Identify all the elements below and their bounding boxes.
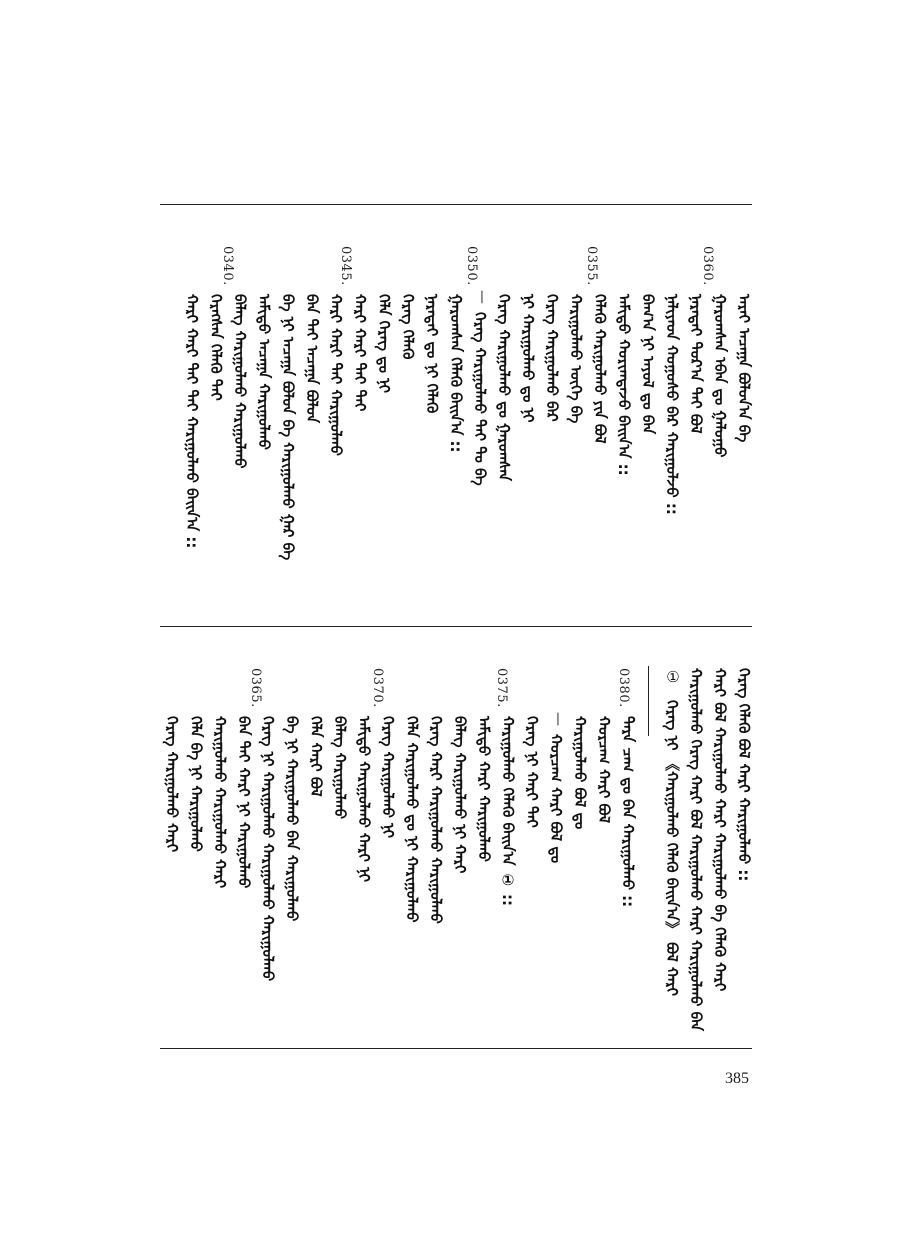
text-line: ᠬᠡᠷᠡᠭ ᠬᠠᠷᠢᠭᠤᠯᠬᠤ ᠲᠠᠢ ᠲᠤ ᠪᠡ (471, 312, 489, 486)
text-line: ᠬᠡᠷᠡᠭ ᠬᠡᠯᠡᠬᠦ (399, 294, 417, 360)
text-line: ᠬᠡᠷᠡᠭ ᠨᠢ ᠬᠠᠷᠢ ᠲᠠᠢ (523, 716, 541, 828)
text-line: ᠨᠡᠷᠡᠲᠡᠢ ᠳᠤᠷ᠎ᠠ ᠲᠠᠢ ᠪᠣᠯ (687, 294, 705, 434)
text-line: ᠬᠡᠷᠡᠭ ᠬᠠᠷᠢᠭᠤᠯᠬᠤ ᠪᠡᠷ (543, 294, 561, 422)
text-line: ᠭᠠᠷᠤᠭᠰᠠᠨ ᠬᠡᠯᠡᠬᠦ ᠪᠠᠢᠨ᠎ᠠ :: (447, 294, 465, 453)
em-dash: — (550, 712, 566, 726)
line-number: 0345. (338, 246, 353, 286)
text-line: ᠬᠤᠷᠴᠠᠭ ᠬᠠᠷᠢ ᠪᠣᠯ (595, 716, 613, 824)
line-number: 0380. (616, 668, 631, 708)
text-line: ᠪᠡ ᠨᠢ ᠠᠴᠠᠭᠠ ᠪᠣᠯᠤᠨ ᠪᠠ ᠬᠠᠷᠢᠭᠤᠯᠬᠤ ᠭᠠᠷ ᠪᠠ (279, 294, 297, 561)
text-line: ᠬᠠᠷᠢ ᠬᠠᠷᠢ ᠲᠠᠢ ᠲᠠᠢ (351, 294, 369, 412)
line-number: 0355. (584, 246, 599, 286)
text-line: ᠪᠡᠯᠡᠭ ᠬᠠᠷᠢᠭᠤᠯᠬᠤ ᠬᠠᠷᠢᠭᠤᠯᠬᠤ (231, 294, 249, 469)
text-line: ᠠᠮᠢᠳᠤ ᠬᠠᠷᠢᠭᠤᠯᠬᠤ ᠬᠠᠷᠢ ᠨᠢ (355, 716, 373, 883)
top-rule (160, 204, 752, 205)
text-line: ᠭᠠᠷᠤᠭᠰᠠᠨ ᠡᠪᠡᠨ ᠳᠤ ᠭᠠᠯᠤᠭᠤ (711, 294, 729, 458)
text-line: ᠬᠡᠯᠡ ᠬᠠᠷᠢ ᠪᠣᠯ (307, 716, 325, 797)
text-line: ᠬᠠᠷᠢ ᠬᠠᠷᠢ ᠲᠠᠢ ᠲᠠᠢ ᠬᠠᠷᠢᠭᠤᠯᠬᠤ ᠪᠠᠢᠨ᠎ᠠ :: (183, 294, 201, 549)
text-line: ᠬᠤᠷᠴᠠᠭ ᠬᠠᠷᠢ ᠪᠣᠯ ᠳᠤ (547, 734, 565, 864)
text-line: ᠬᠡᠷᠡᠭ ᠨᠢ ᠬᠠᠷᠢᠭᠤᠯᠬᠤ ᠬᠠᠷᠢᠭᠤᠯᠬᠤ ᠬᠠᠷᠢᠭᠤᠯᠬᠤ (259, 716, 277, 982)
line-number: 0360. (700, 246, 715, 286)
text-line: ᠬᠠᠷᠢᠭᠤᠯᠬᠤ ᠬᠠᠷᠢᠭᠤᠯᠬᠤ ᠬᠠᠷᠢ (211, 716, 229, 889)
text-line: ᠬᠡᠯᠡ ᠪᠠ ᠨᠢ ᠬᠠᠷᠢᠭᠤᠯᠬᠤ (187, 716, 205, 852)
line-number: 0340. (220, 246, 235, 286)
text-line: ᠬᠡᠯᠡᠬᠦ ᠬᠠᠷᠢᠭᠤᠯᠬᠤ ᠶᠢᠨ ᠪᠣᠯ (591, 294, 609, 444)
footnote-line: ᠬᠠᠷᠢ ᠪᠣᠯ ᠬᠠᠷᠢᠭᠤᠯᠬᠤ ᠬᠠᠷᠢ ᠬᠠᠷᠢᠭᠤᠯᠬᠤ ᠪᠠ ᠬᠡᠯᠡᠬᠦ ᠬᠠᠷᠢ (711, 668, 729, 992)
line-number: 0365. (248, 668, 263, 708)
text-line: ᠬᠡᠷᠡᠭᠰᠡᠨ ᠬᠡᠯᠡᠬᠦ ᠲᠠᠢ (207, 294, 225, 401)
text-line: ᠬᠡᠯᠡ ᠬᠠᠷᠢᠭᠤᠯᠬᠤ ᠳᠤ ᠨᠢ ᠬᠠᠷᠢᠭᠤᠯᠬᠤ (403, 716, 421, 923)
text-line: ᠪᠠᠨ ᠲᠠᠢ ᠠᠴᠠᠭᠠ ᠪᠣᠯᠤᠨ (303, 294, 321, 424)
text-line: ᠬᠡᠯᠡ ᠬᠡᠷᠡᠭ ᠳᠤ ᠨᠢ (375, 294, 393, 394)
bottom-rule (160, 1048, 752, 1049)
text-line: ᠪᠠᠨ ᠲᠠᠢ ᠬᠠᠷᠢ ᠨᠢ ᠬᠠᠷᠢᠭᠤᠯᠬᠤ (235, 716, 253, 889)
text-line: ᠪᠠᠭ᠎ᠠ ᠨᠢ ᠠᠶᠤᠯ ᠳᠤ ᠪᠠᠨ (639, 294, 657, 435)
em-dash: — (474, 290, 490, 304)
line-number: 0375. (494, 668, 509, 708)
text-line: ᠪᠡᠯᠡᠭ ᠬᠠᠷᠢᠭᠤᠯᠬᠤ (331, 716, 349, 820)
text-line: ᠠᠷᠠᠶ ᠠᠴᠠᠭᠠ ᠪᠣᠯᠤᠨ᠎ᠠ ᠪᠡ (735, 294, 753, 443)
text-line: ᠪᠡ ᠨᠢ ᠬᠠᠷᠢᠭᠤᠯᠬᠤ ᠪᠠᠨ ᠬᠠᠷᠢᠭᠤᠯᠬᠤ (283, 716, 301, 922)
footnote-line: ᠬᠡᠷᠡᠭ ᠬᠡᠯᠡᠬᠦ ᠪᠣᠯ ᠬᠠᠷᠢ ᠬᠠᠷᠢᠭᠤᠯᠬᠤ :: (735, 668, 753, 882)
text-line: ᠬᠠᠷᠢᠭᠤᠯᠬᠤ ᠦᠭᠡ ᠪᠡ (567, 294, 585, 424)
text-line: ᠠᠮᠢᠳᠤ ᠠᠴᠠᠭᠠ ᠬᠠᠷᠢᠭᠤᠯᠬᠤ (255, 294, 273, 450)
footnote-line: ᠬᠠᠷᠢᠭᠤᠯᠬᠤ ᠬᠡᠷᠡᠭ ᠬᠠᠷᠢ ᠪᠣᠯ ᠬᠠᠷᠢᠭᠤᠯᠬᠤ ᠬᠠᠷᠢ ᠬᠠᠷᠢᠭᠤᠯᠬᠤ ᠪᠠᠨ (687, 668, 705, 1032)
text-line: ᠲᠡᠷᠡ ᠴᠠᠭ ᠳᠤ ᠪᠠᠨ ᠬᠠᠷᠢᠭᠤᠯᠬᠤ :: (619, 716, 637, 908)
text-line: ᠬᠠᠷᠢᠭᠤᠯᠬᠤ ᠬᠡᠯᠡᠬᠦ ᠪᠠᠢᠨ᠎ᠠ ① :: (499, 716, 517, 907)
text-line: ᠬᠠᠷᠢ ᠬᠠᠷᠢ ᠲᠠᠢ ᠬᠠᠷᠢᠭᠤᠯᠬᠤ (327, 294, 345, 456)
page-number: 385 (725, 1070, 749, 1087)
text-line: ᠨᠢ ᠬᠠᠷᠢᠭᠤᠯᠬᠤ ᠳᠤ ᠨᠢ (519, 294, 537, 423)
footnote-separator (648, 666, 649, 736)
text-line: ᠬᠡᠷᠡᠭ ᠬᠠᠷᠢᠭᠤᠯᠬᠤ ᠳᠤ ᠭᠠᠷᠤᠭᠰᠠᠨ (495, 294, 513, 482)
text-line: ᠨᠡᠷᠡᠲᠡᠢ ᠳᠤ ᠨᠢ ᠬᠡᠯᠡᠬᠦ (423, 294, 441, 414)
line-number: 0370. (370, 668, 385, 708)
footnote-line: ᠬᠡᠷᠡᠭ ᠨᠢ 《ᠬᠠᠷᠢᠭᠤᠯᠬᠤ ᠬᠡᠯᠡᠬᠦ ᠪᠠᠢᠨ᠎ᠠ》 ᠪᠣᠯ ᠬᠠᠷᠢ (663, 700, 681, 997)
line-number: 0350. (464, 246, 479, 286)
middle-rule (160, 626, 752, 627)
text-line: ᠠᠮᠢᠳᠤ ᠬᠣᠷᠢᠭᠳᠠᠵᠤ ᠪᠠᠢᠨ᠎ᠠ :: (615, 294, 633, 476)
text-line: ᠬᠠᠷᠢᠭᠤᠯᠬᠤ ᠪᠣᠯ ᠳᠤ (571, 716, 589, 830)
text-line: ᠬᠡᠷᠡᠭ ᠬᠠᠷᠢᠭᠤᠯᠬᠤ ᠬᠠᠷᠢ (163, 716, 181, 853)
text-line: ᠠᠮᠢᠳᠤ ᠬᠠᠷᠢ ᠬᠠᠷᠢᠭᠤᠯᠬᠤ (475, 716, 493, 862)
text-line: ᠨᠡᠯᠢᠶᠡᠳ ᠬᠤᠭᠤᠰᠤ ᠪᠠᠷ ᠬᠠᠷᠢᠭᠤᠯᠵᠤ :: (663, 294, 681, 515)
text-line: ᠬᠡᠷᠡᠭ ᠬᠠᠷᠢ ᠬᠠᠷᠢᠭᠤᠯᠬᠤ ᠬᠠᠷᠢᠭᠤᠯᠬᠤ (427, 716, 445, 924)
text-line: ᠬᠡᠷᠡᠭ ᠬᠠᠷᠢᠭᠤᠯᠬᠤ ᠨᠢ (379, 716, 397, 839)
footnote-marker: ① (666, 668, 680, 686)
text-line: ᠪᠡᠯᠡᠭ ᠬᠠᠷᠢᠭᠤᠯᠬᠤ ᠨᠢ ᠬᠠᠷᠢ (451, 716, 469, 874)
